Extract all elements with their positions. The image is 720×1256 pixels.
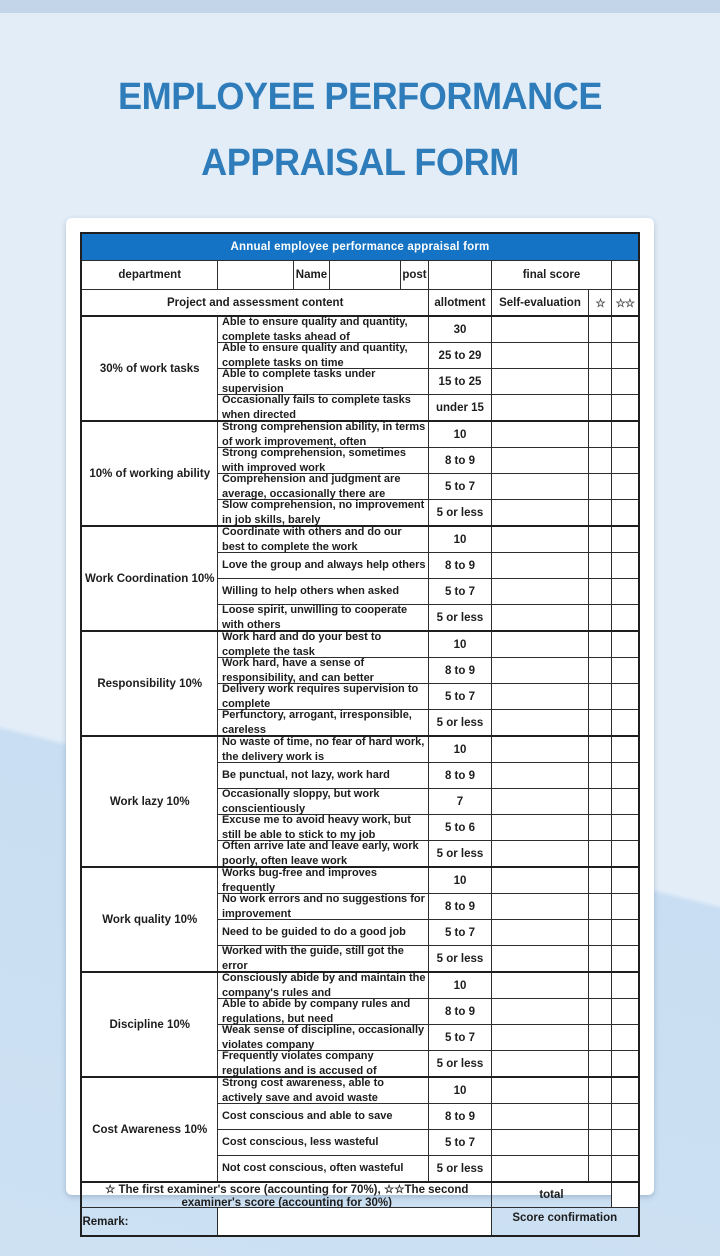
examiner1-score-cell[interactable] [588, 421, 611, 448]
examiner2-score-cell[interactable] [611, 369, 638, 395]
table-row [81, 421, 638, 448]
allotment-value: 8 to 9 [428, 999, 491, 1025]
examiner2-score-cell[interactable] [611, 972, 638, 999]
allotment-value: 7 [428, 789, 491, 815]
examiner2-score-cell[interactable] [611, 920, 638, 946]
allotment-value: 15 to 25 [428, 369, 491, 395]
table-row [81, 631, 638, 658]
allotment-value: 30 [428, 316, 491, 343]
table-row [81, 972, 638, 999]
category-label: 30% of work tasks [81, 316, 217, 421]
examiner2-score-cell[interactable] [611, 946, 638, 973]
remark-value-cell[interactable] [217, 1208, 491, 1237]
criterion-desc-cell: Work hard and do your best to complete the task [217, 631, 428, 658]
page-title-line1: EMPLOYEE PERFORMANCE [118, 76, 602, 118]
examiner2-score-cell[interactable] [611, 894, 638, 920]
allotment-value: 8 to 9 [428, 448, 491, 474]
examiner2-score-cell[interactable] [611, 631, 638, 658]
examiner1-score-cell[interactable] [588, 500, 611, 527]
table-row [81, 736, 638, 763]
examiner1-score-cell[interactable] [588, 1077, 611, 1104]
table-row [81, 867, 638, 894]
examiner2-score-cell[interactable] [611, 1077, 638, 1104]
criterion-desc-cell: Able to ensure quality and quantity, complete tasks ahead of [217, 316, 428, 343]
criterion-desc-cell: Occasionally fails to complete tasks when directed [217, 395, 428, 422]
criterion-desc-cell: Works bug-free and improves frequently [217, 867, 428, 894]
examiner2-score-cell[interactable] [611, 500, 638, 527]
allotment-value: 5 or less [428, 605, 491, 632]
examiner1-score-cell[interactable] [588, 815, 611, 841]
examiner1-score-cell[interactable] [588, 684, 611, 710]
criterion-desc-cell: Cost conscious, less wasteful [217, 1130, 428, 1156]
appraisal-table [80, 232, 639, 1237]
allotment-value: 5 to 7 [428, 579, 491, 605]
first-examiner-star-icon: ☆ [588, 290, 611, 317]
page-top-strip [0, 0, 720, 13]
examiner2-score-cell[interactable] [611, 1156, 638, 1183]
allotment-value: 10 [428, 631, 491, 658]
examiner1-score-cell[interactable] [588, 789, 611, 815]
examiner1-score-cell[interactable] [588, 841, 611, 868]
criterion-desc-cell: Consciously abide by and maintain the company's rules and [217, 972, 428, 999]
self-evaluation-cell[interactable] [491, 421, 588, 448]
examiner1-score-cell[interactable] [588, 763, 611, 789]
examiner1-score-cell[interactable] [588, 369, 611, 395]
self-evaluation-cell[interactable] [491, 1051, 588, 1078]
self-evaluation-cell[interactable] [491, 553, 588, 579]
self-evaluation-cell[interactable] [491, 500, 588, 527]
criterion-desc-cell: Perfunctory, arrogant, irresponsible, careless [217, 710, 428, 737]
total-label: total [491, 1182, 611, 1208]
criterion-desc-cell: Strong cost awareness, able to actively save and avoid waste [217, 1077, 428, 1104]
name-label: Name [293, 261, 329, 290]
examiner1-score-cell[interactable] [588, 946, 611, 973]
examiner1-score-cell[interactable] [588, 1025, 611, 1051]
examiner1-score-cell[interactable] [588, 316, 611, 343]
examiner2-score-cell[interactable] [611, 1025, 638, 1051]
criterion-desc-cell: Able to ensure quality and quantity, complete tasks on time [217, 343, 428, 369]
name-value-cell[interactable] [329, 261, 400, 290]
examiner1-score-cell[interactable] [588, 631, 611, 658]
second-examiner-star-icon: ☆☆ [611, 290, 638, 317]
allotment-value: 10 [428, 421, 491, 448]
criterion-desc-cell: Loose spirit, unwilling to cooperate with others [217, 605, 428, 632]
self-evaluation-cell[interactable] [491, 684, 588, 710]
allotment-value: 25 to 29 [428, 343, 491, 369]
examiner1-score-cell[interactable] [588, 395, 611, 422]
form-card [66, 218, 654, 1228]
self-evaluation-cell[interactable] [491, 815, 588, 841]
allotment-value: 10 [428, 1077, 491, 1104]
criterion-desc-cell: Able to complete tasks under supervision [217, 369, 428, 395]
self-evaluation-cell[interactable] [491, 946, 588, 973]
criterion-desc-cell: Not cost conscious, often wasteful [217, 1156, 428, 1183]
criterion-desc-cell: Coordinate with others and do our best to complete the work [217, 526, 428, 553]
examiner1-score-cell[interactable] [588, 867, 611, 894]
self-evaluation-cell[interactable] [491, 369, 588, 395]
criterion-desc-cell: Love the group and always help others [217, 553, 428, 579]
examiner1-score-cell[interactable] [588, 1156, 611, 1183]
examiner2-score-cell[interactable] [611, 1104, 638, 1130]
department-label: department [81, 261, 217, 290]
self-evaluation-cell[interactable] [491, 395, 588, 422]
self-evaluation-cell[interactable] [491, 1156, 588, 1183]
self-evaluation-cell[interactable] [491, 1130, 588, 1156]
examiner1-score-cell[interactable] [588, 894, 611, 920]
category-label: Responsibility 10% [81, 631, 217, 736]
allotment-value: 10 [428, 972, 491, 999]
allotment-value: 5 to 6 [428, 815, 491, 841]
allotment-value: 8 to 9 [428, 658, 491, 684]
self-evaluation-cell[interactable] [491, 343, 588, 369]
criterion-desc-cell: Cost conscious and able to save [217, 1104, 428, 1130]
self-evaluation-cell[interactable] [491, 736, 588, 763]
examiner1-score-cell[interactable] [588, 1051, 611, 1078]
header-row [81, 290, 638, 317]
examiner2-score-cell[interactable] [611, 421, 638, 448]
examiner2-score-cell[interactable] [611, 710, 638, 737]
criterion-desc-cell: Comprehension and judgment are average, occasionally there are [217, 474, 428, 500]
allotment-value: 5 or less [428, 710, 491, 737]
criterion-desc-cell: Work hard, have a sense of responsibility, and can better [217, 658, 428, 684]
examiner2-score-cell[interactable] [611, 1051, 638, 1078]
examiner1-score-cell[interactable] [588, 710, 611, 737]
department-value-cell[interactable] [217, 261, 293, 290]
allotment-value: 8 to 9 [428, 894, 491, 920]
self-evaluation-cell[interactable] [491, 526, 588, 553]
examiner1-score-cell[interactable] [588, 972, 611, 999]
allotment-value: 10 [428, 526, 491, 553]
final-score-label: final score [491, 261, 611, 290]
self-evaluation-cell[interactable] [491, 841, 588, 868]
category-label: 10% of working ability [81, 421, 217, 526]
examiner1-score-cell[interactable] [588, 658, 611, 684]
self-evaluation-cell[interactable] [491, 920, 588, 946]
examiner2-score-cell[interactable] [611, 736, 638, 763]
examiner2-score-cell[interactable] [611, 395, 638, 422]
post-label: post [400, 261, 428, 290]
examiner1-score-cell[interactable] [588, 920, 611, 946]
examiner2-score-cell[interactable] [611, 343, 638, 369]
examiner1-score-cell[interactable] [588, 999, 611, 1025]
category-label: Work quality 10% [81, 867, 217, 972]
criterion-desc-cell: Able to abide by company rules and regulations, but need [217, 999, 428, 1025]
allotment-value: 10 [428, 736, 491, 763]
allotment-value: 5 to 7 [428, 1025, 491, 1051]
criterion-desc-cell: Strong comprehension ability, in terms of work improvement, often [217, 421, 428, 448]
category-label: Work Coordination 10% [81, 526, 217, 631]
examiner2-score-cell[interactable] [611, 526, 638, 553]
allotment-value: 5 or less [428, 500, 491, 527]
examiner2-score-cell[interactable] [611, 553, 638, 579]
allotment-value: 5 to 7 [428, 920, 491, 946]
self-evaluation-cell[interactable] [491, 1077, 588, 1104]
examiner1-score-cell[interactable] [588, 579, 611, 605]
total-value-cell[interactable] [611, 1182, 638, 1208]
criterion-desc-cell: Occasionally sloppy, but work conscientiously [217, 789, 428, 815]
table-banner-row [81, 233, 638, 261]
criterion-desc-cell: Weak sense of discipline, occasionally violates company [217, 1025, 428, 1051]
examiner1-score-cell[interactable] [588, 343, 611, 369]
table-row [81, 526, 638, 553]
examiner2-score-cell[interactable] [611, 448, 638, 474]
examiner1-score-cell[interactable] [588, 605, 611, 632]
self-evaluation-cell[interactable] [491, 1025, 588, 1051]
score-confirmation-label: Score confirmation [491, 1208, 638, 1237]
examiner1-score-cell[interactable] [588, 1104, 611, 1130]
self-evaluation-cell[interactable] [491, 316, 588, 343]
final-score-value-cell[interactable] [611, 261, 638, 290]
post-value-cell[interactable] [428, 261, 491, 290]
self-evaluation-cell[interactable] [491, 448, 588, 474]
examiner2-score-cell[interactable] [611, 763, 638, 789]
self-evaluation-cell[interactable] [491, 972, 588, 999]
criterion-desc-cell: Strong comprehension, sometimes with improved work [217, 448, 428, 474]
allotment-value: 5 or less [428, 1156, 491, 1183]
self-evaluation-cell[interactable] [491, 710, 588, 737]
examiner2-score-cell[interactable] [611, 474, 638, 500]
self-evaluation-cell[interactable] [491, 1104, 588, 1130]
remark-label: Remark: [81, 1208, 217, 1237]
examiner1-score-cell[interactable] [588, 1130, 611, 1156]
criterion-desc-cell: Be punctual, not lazy, work hard [217, 763, 428, 789]
allotment-value: 10 [428, 867, 491, 894]
criterion-desc-cell: Willing to help others when asked [217, 579, 428, 605]
criterion-desc-cell: No work errors and no suggestions for improvement [217, 894, 428, 920]
self-evaluation-cell[interactable] [491, 789, 588, 815]
allotment-header: allotment [428, 290, 491, 317]
allotment-value: 8 to 9 [428, 553, 491, 579]
self-evaluation-cell[interactable] [491, 894, 588, 920]
criterion-desc-cell: Slow comprehension, no improvement in job skills, barely [217, 500, 428, 527]
examiners-note: ☆ The first examiner's score (accounting for 70%), ☆☆The second examiner's score (accounting for 30%) [81, 1182, 491, 1208]
table-row [81, 316, 638, 343]
self-evaluation-cell[interactable] [491, 631, 588, 658]
self-evaluation-cell[interactable] [491, 579, 588, 605]
self-evaluation-header: Self-evaluation [491, 290, 588, 317]
allotment-value: 8 to 9 [428, 763, 491, 789]
self-evaluation-cell[interactable] [491, 867, 588, 894]
examiner2-score-cell[interactable] [611, 999, 638, 1025]
examiner2-score-cell[interactable] [611, 867, 638, 894]
criterion-desc-cell: Excuse me to avoid heavy work, but still be able to stick to my job [217, 815, 428, 841]
examiner2-score-cell[interactable] [611, 658, 638, 684]
self-evaluation-cell[interactable] [491, 763, 588, 789]
examiner1-score-cell[interactable] [588, 448, 611, 474]
page-title-line2: APPRAISAL FORM [201, 142, 519, 184]
examiner2-score-cell[interactable] [611, 789, 638, 815]
examiner2-score-cell[interactable] [611, 316, 638, 343]
page-title [0, 64, 720, 196]
examiner1-score-cell[interactable] [588, 526, 611, 553]
table-title: Annual employee performance appraisal form [81, 233, 638, 261]
info-row [81, 261, 638, 290]
allotment-value: 5 to 7 [428, 474, 491, 500]
self-evaluation-cell[interactable] [491, 474, 588, 500]
allotment-value: 5 or less [428, 946, 491, 973]
examiner2-score-cell[interactable] [611, 684, 638, 710]
self-evaluation-cell[interactable] [491, 658, 588, 684]
category-label: Discipline 10% [81, 972, 217, 1077]
criterion-desc-cell: Worked with the guide, still got the error [217, 946, 428, 973]
examiner2-score-cell[interactable] [611, 579, 638, 605]
criterion-desc-cell: Often arrive late and leave early, work poorly, often leave work [217, 841, 428, 868]
criterion-desc-cell: No waste of time, no fear of hard work, the delivery work is [217, 736, 428, 763]
criterion-desc-cell: Need to be guided to do a good job [217, 920, 428, 946]
examiner2-score-cell[interactable] [611, 841, 638, 868]
self-evaluation-cell[interactable] [491, 605, 588, 632]
category-label: Work lazy 10% [81, 736, 217, 867]
allotment-value: 8 to 9 [428, 1104, 491, 1130]
allotment-value: 5 to 7 [428, 684, 491, 710]
category-label: Cost Awareness 10% [81, 1077, 217, 1182]
examiner1-score-cell[interactable] [588, 553, 611, 579]
examiners-note-row [81, 1182, 638, 1208]
examiner2-score-cell[interactable] [611, 605, 638, 632]
table-row [81, 1077, 638, 1104]
project-content-header: Project and assessment content [81, 290, 428, 317]
allotment-value: under 15 [428, 395, 491, 422]
criterion-desc-cell: Delivery work requires supervision to complete [217, 684, 428, 710]
examiner1-score-cell[interactable] [588, 474, 611, 500]
examiner2-score-cell[interactable] [611, 815, 638, 841]
allotment-value: 5 or less [428, 1051, 491, 1078]
examiner1-score-cell[interactable] [588, 736, 611, 763]
allotment-value: 5 or less [428, 841, 491, 868]
allotment-value: 5 to 7 [428, 1130, 491, 1156]
self-evaluation-cell[interactable] [491, 999, 588, 1025]
criterion-desc-cell: Frequently violates company regulations and is accused of [217, 1051, 428, 1078]
examiner2-score-cell[interactable] [611, 1130, 638, 1156]
remark-row [81, 1208, 638, 1237]
